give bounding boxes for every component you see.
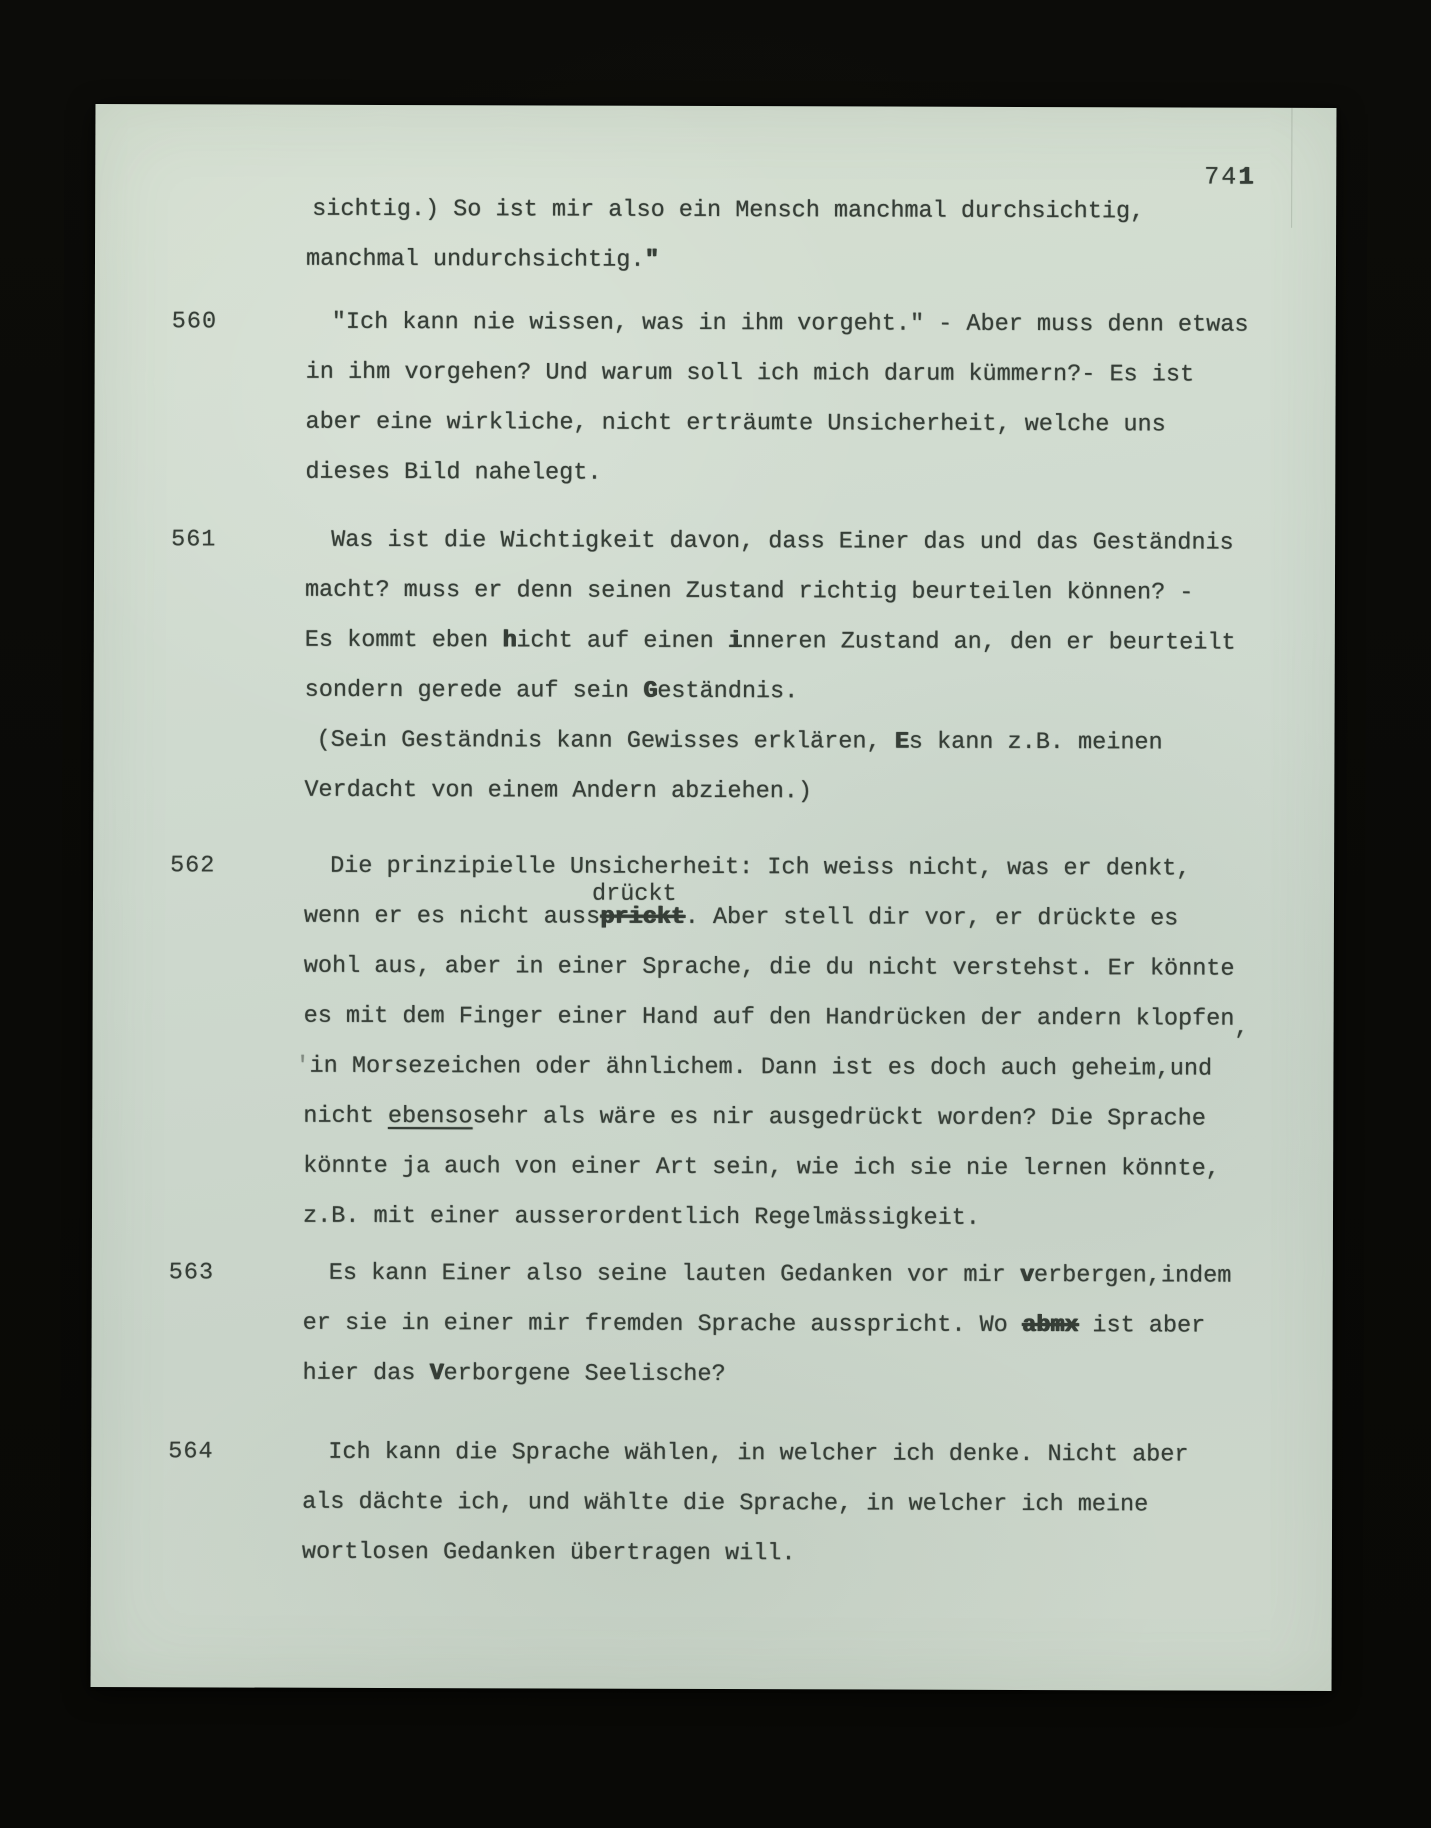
text-segment: er sie in einer mir fremden Sprache ausspricht. Wo [302, 1309, 1022, 1339]
text-segment: manchmal undurchsichtig. [305, 245, 645, 274]
text-segment: sondern gerede auf sein [304, 676, 644, 705]
text-line [304, 892, 1304, 945]
text-line [305, 398, 1305, 451]
text-segment-ot: i [727, 628, 743, 656]
text-segment-ot: E [894, 728, 909, 756]
text-segment-u: ebenso [387, 1102, 473, 1131]
text-line [295, 1042, 1303, 1095]
text-line [303, 1249, 1303, 1302]
text-line [304, 766, 1304, 819]
text-segment: drückt [591, 880, 677, 908]
text-segment-faint: ' [295, 1052, 310, 1080]
remark-560 [171, 298, 1306, 501]
text-line [305, 448, 1305, 501]
text-segment: erborgene Seelische? [443, 1360, 726, 1389]
text-segment: "Ich kann nie wissen, was in ihm vorgeht." - Aber muss denn etwas [331, 308, 1249, 339]
text-segment: als dächte ich, und wählte die Sprache, in welcher ich meine [302, 1488, 1149, 1519]
text-segment: . Aber stell dir vor, er drückte es [684, 903, 1179, 933]
remark-564 [168, 1428, 1302, 1581]
text-line [302, 1349, 1302, 1402]
text-segment-strike: prickt [600, 903, 685, 931]
typescript-page [91, 104, 1337, 1691]
text-segment: Die prinzipielle Unsicherheit: Ich weiss nicht, was er denkt, [330, 852, 1191, 883]
text-segment: (Sein Geständnis kann Gewisses erklären, [316, 726, 895, 756]
text-segment: Verdacht von einem Andern abziehen.) [304, 776, 813, 806]
text-line [305, 616, 1305, 669]
text-line [304, 992, 1304, 1045]
remark-562 [170, 842, 1304, 1245]
text-segment: in Morsezeichen oder ähnlichem. Dann ist es doch auch geheim,und [309, 1052, 1213, 1083]
text-segment: aber eine wirkliche, nicht erträumte Unsicherheit, welche uns [305, 408, 1166, 439]
remark-number: 561 [171, 526, 217, 554]
interline-insertion [592, 880, 677, 910]
text-line [305, 666, 1305, 719]
text-segment-ot: " [644, 246, 659, 274]
text-segment: sichtig.) So ist mir also ein Mensch manchmal durchsichtig, [312, 195, 1145, 226]
text-segment: Ich kann die Sprache wählen, in welcher ich denke. Nicht aber [328, 1438, 1189, 1469]
remark-561 [171, 516, 1305, 819]
text-segment-ot: v [1019, 1261, 1034, 1290]
text-line [303, 1192, 1303, 1245]
remark-563 [168, 1249, 1302, 1402]
remark-number: 562 [170, 852, 216, 880]
remark-number: 560 [171, 308, 218, 336]
text-segment-sub: , [1234, 1014, 1249, 1042]
text-line [303, 1299, 1303, 1352]
text-segment: icht auf einen [516, 627, 728, 656]
text-segment: nicht [303, 1102, 388, 1130]
text-segment-strike: abmx [1021, 1311, 1079, 1340]
text-segment: dieses Bild nahelegt. [305, 458, 602, 487]
text-segment: z.B. mit einer ausserordentlich Regelmässigkeit. [302, 1202, 980, 1232]
text-segment: hier das [302, 1359, 430, 1388]
text-segment: nneren Zustand an, den er beurteilt [741, 628, 1236, 657]
text-segment: 74 [1204, 162, 1239, 192]
text-segment: Was ist die Wichtigkeit davon, dass Einer das und das Geständnis [331, 526, 1234, 557]
text-segment: erbergen,indem [1033, 1262, 1232, 1290]
text-line [302, 1478, 1302, 1531]
text-line [306, 298, 1306, 351]
text-segment-ot: V [429, 1360, 444, 1388]
text-segment: sehr als wäre es nir ausgedrückt worden? Die Sprache [472, 1103, 1206, 1133]
text-line [305, 566, 1305, 619]
text-segment: könnte ja auch von einer Art sein, wie ich sie nie lernen könnte, [303, 1152, 1220, 1183]
text-segment: in ihm vorgehen? Und warum soll ich mich darum kümmern?- Es ist [305, 358, 1195, 389]
text-segment-ot: h [502, 627, 517, 655]
text-line [305, 516, 1305, 569]
remark-number: 564 [168, 1438, 214, 1466]
text-segment-ot: G [643, 677, 658, 705]
text-segment: es mit dem Finger einer Hand auf den Handrücken der andern klopfen [303, 1002, 1235, 1033]
text-segment: ist aber [1078, 1312, 1206, 1340]
text-line [306, 235, 1306, 288]
text-line [306, 348, 1306, 401]
text-line [303, 1092, 1303, 1145]
text-line [303, 1142, 1303, 1195]
text-segment: wortlosen Gedanken übertragen will. [301, 1538, 796, 1568]
text-segment: Es kann Einer also seine lauten Gedanken vor mir [328, 1259, 1020, 1289]
text-segment-ot: 1 [1238, 162, 1256, 192]
text-line [304, 942, 1304, 995]
text-line [302, 1528, 1302, 1581]
text-line [306, 185, 1306, 238]
text-line [304, 842, 1304, 895]
remark-number: 563 [168, 1259, 215, 1287]
remark-continuation [306, 185, 1306, 288]
text-line [304, 716, 1304, 769]
text-segment: wenn er es nicht auss [303, 902, 601, 931]
text-segment: wohl aus, aber in einer Sprache, die du nicht verstehst. Er könnte [303, 952, 1235, 983]
text-segment: s kann z.B. meinen [908, 728, 1163, 757]
text-segment: Es kommt eben [304, 626, 503, 655]
text-segment: macht? muss er denn seinen Zustand richtig beurteilen können? - [304, 576, 1194, 607]
text-segment: eständnis. [657, 677, 799, 706]
text-line [302, 1428, 1302, 1481]
